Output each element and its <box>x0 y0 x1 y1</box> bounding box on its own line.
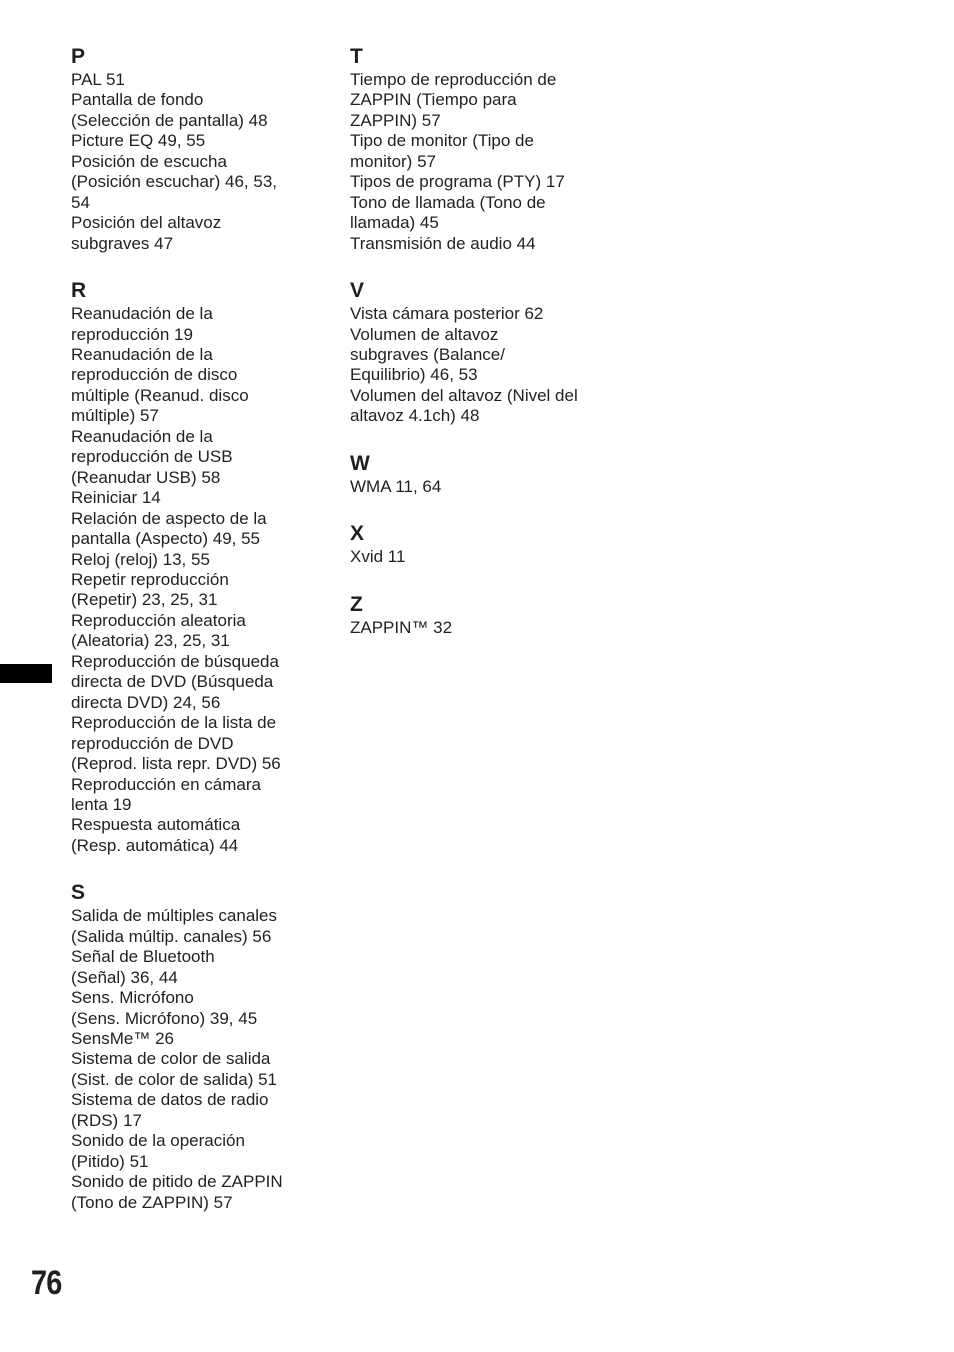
index-entry-line: (Sist. de color de salida) 51 <box>71 1069 277 1089</box>
index-entry <box>350 131 600 172</box>
index-entry <box>71 304 321 345</box>
index-section-z <box>350 592 600 638</box>
index-entry <box>71 570 321 611</box>
index-entry-line: Picture EQ 49, 55 <box>71 131 206 151</box>
index-entry-line: WMA 11, 64 <box>350 476 442 496</box>
index-entry <box>71 815 321 856</box>
index-entry <box>71 988 321 1029</box>
index-entry-line: PAL 51 <box>71 70 125 89</box>
index-entry <box>71 488 321 508</box>
index-entry-line: Reproducción de la lista de <box>71 713 277 733</box>
index-entry <box>71 1090 321 1131</box>
index-section-r <box>71 278 321 856</box>
index-entry-line: Tono de llamada (Tono de <box>350 192 546 212</box>
index-entry-line: Posición del altavoz <box>71 213 222 233</box>
index-section-t <box>350 44 600 254</box>
index-entry-line: Señal de Bluetooth <box>71 947 215 967</box>
index-entry-line: Respuesta automática <box>71 815 241 835</box>
index-entry <box>71 1029 321 1049</box>
index-entry-line: Salida de múltiples canales <box>71 906 278 926</box>
index-entry-line: (Reanudar USB) 58 <box>71 467 221 487</box>
index-section-x <box>350 521 600 567</box>
index-entry <box>350 193 600 234</box>
index-entry-line: directa de DVD (Búsqueda <box>71 672 274 692</box>
index-entry <box>71 1131 321 1172</box>
index-entry <box>350 304 600 324</box>
index-entry-line: Volumen del altavoz (Nivel del <box>350 385 578 405</box>
index-entry <box>71 1172 321 1213</box>
index-entry-line: reproducción de DVD <box>71 733 234 753</box>
index-entry <box>350 547 600 567</box>
index-entry-line: directa DVD) 24, 56 <box>71 692 221 712</box>
index-entry-line: (Pitido) 51 <box>71 1151 149 1171</box>
index-entry-line: Relación de aspecto de la <box>71 508 267 528</box>
index-entry-line: reproducción de USB <box>71 447 233 467</box>
index-entry <box>71 713 321 774</box>
section-letter: P <box>71 45 86 68</box>
index-entry-line: Reproducción de búsqueda <box>71 651 279 671</box>
index-entry-line: reproducción de disco <box>71 365 238 385</box>
index-entry-line: llamada) 45 <box>350 213 439 233</box>
index-entry-line: 54 <box>71 192 90 212</box>
index-entry-line: Reproducción aleatoria <box>71 610 246 630</box>
index-entry-line: (Sens. Micrófono) 39, 45 <box>71 1008 258 1028</box>
index-entry-line: Reanudación de la <box>71 344 213 364</box>
index-entry <box>350 172 600 192</box>
index-entry-line: (RDS) 17 <box>71 1110 142 1130</box>
index-entry <box>71 652 321 713</box>
index-entry-line: Reproducción en cámara <box>71 774 261 794</box>
index-entry <box>71 947 321 988</box>
index-entry <box>350 325 600 386</box>
index-entry-line: Volumen de altavoz <box>350 324 499 344</box>
index-entry-line: Posición de escucha <box>71 151 227 171</box>
index-entry-line: Reanudación de la <box>71 304 213 324</box>
index-entry-line: subgraves (Balance/ <box>350 344 505 364</box>
index-entry-line: múltiple) 57 <box>71 406 159 426</box>
index-entry-line: ZAPPIN) 57 <box>350 110 441 130</box>
section-letter: Z <box>350 592 363 616</box>
index-entry-line: Reloj (reloj) 13, 55 <box>71 549 210 569</box>
index-entry-line: Tipos de programa (PTY) 17 <box>350 172 565 192</box>
index-entry-line: Sistema de datos de radio <box>71 1090 269 1110</box>
index-entry-line: Transmisión de audio 44 <box>350 233 536 253</box>
section-tab-marker <box>0 664 52 683</box>
index-entry-line: Reiniciar 14 <box>71 488 161 508</box>
index-entry <box>350 234 600 254</box>
index-entry-line: reproducción 19 <box>71 324 193 344</box>
section-letter: V <box>350 279 365 303</box>
index-entry-line: (Posición escuchar) 46, 53, <box>71 172 277 192</box>
section-letter: S <box>71 881 86 905</box>
section-letter: T <box>350 45 363 68</box>
index-entry-line: (Resp. automática) 44 <box>71 835 239 855</box>
index-entry-line: (Tono de ZAPPIN) 57 <box>71 1192 233 1212</box>
index-entry <box>71 550 321 570</box>
index-entry <box>71 1049 321 1090</box>
index-section-s <box>71 880 321 1213</box>
index-entry <box>71 509 321 550</box>
section-letter: X <box>350 522 365 546</box>
index-entry-line: Sens. Micrófono <box>71 988 194 1008</box>
index-entry-line: pantalla (Aspecto) 49, 55 <box>71 529 261 549</box>
index-entry-line: Sonido de pitido de ZAPPIN <box>71 1172 283 1192</box>
index-entry-line: (Aleatoria) 23, 25, 31 <box>71 631 230 651</box>
index-entry-line: subgraves 47 <box>71 233 174 253</box>
index-entry <box>71 906 321 947</box>
index-entry <box>71 427 321 488</box>
index-entry <box>350 618 600 638</box>
page-number: 76 <box>31 1264 62 1302</box>
section-letter: W <box>350 451 370 475</box>
index-entry-line: múltiple (Reanud. disco <box>71 385 249 405</box>
index-entry <box>350 386 600 427</box>
index-entry-line: Equilibrio) 46, 53 <box>350 365 478 385</box>
index-entry-line: monitor) 57 <box>350 151 436 171</box>
index-entry <box>71 90 321 131</box>
index-entry <box>71 611 321 652</box>
index-entry-line: Xvid 11 <box>350 547 406 567</box>
index-entry <box>71 213 321 254</box>
index-entry-line: SensMe™ 26 <box>71 1029 174 1049</box>
index-entry <box>350 70 600 131</box>
index-section-v <box>350 278 600 427</box>
index-entry-line: Vista cámara posterior 62 <box>350 304 544 324</box>
section-letter: R <box>71 279 87 303</box>
index-entry <box>71 152 321 213</box>
index-entry-line: ZAPPIN™ 32 <box>350 617 453 637</box>
index-entry <box>71 345 321 427</box>
index-entry-line: Tiempo de reproducción de <box>350 70 557 89</box>
index-entry-line: altavoz 4.1ch) 48 <box>350 406 480 426</box>
index-entry <box>71 70 321 90</box>
index-entry-line: Sistema de color de salida <box>71 1049 271 1069</box>
index-entry-line: (Salida múltip. canales) 56 <box>71 926 272 946</box>
index-entry-line: Sonido de la operación <box>71 1131 245 1151</box>
index-entry <box>71 131 321 151</box>
index-section-p <box>71 44 321 254</box>
index-entry <box>71 775 321 816</box>
index-entry-line: (Selección de pantalla) 48 <box>71 110 268 130</box>
index-entry-line: Pantalla de fondo <box>71 90 204 110</box>
index-entry-line: (Reprod. lista repr. DVD) 56 <box>71 754 281 774</box>
index-entry-line: Tipo de monitor (Tipo de <box>350 131 534 151</box>
index-entry-line: lenta 19 <box>71 794 132 814</box>
index-entry-line: (Repetir) 23, 25, 31 <box>71 590 218 610</box>
index-column-right <box>350 44 600 662</box>
index-entry-line: ZAPPIN (Tiempo para <box>350 90 517 110</box>
index-entry <box>350 477 600 497</box>
index-entry-line: Repetir reproducción <box>71 569 229 589</box>
index-section-w <box>350 451 600 497</box>
index-entry-line: Reanudación de la <box>71 426 213 446</box>
index-column-left <box>71 44 321 1237</box>
index-entry-line: (Señal) 36, 44 <box>71 967 178 987</box>
